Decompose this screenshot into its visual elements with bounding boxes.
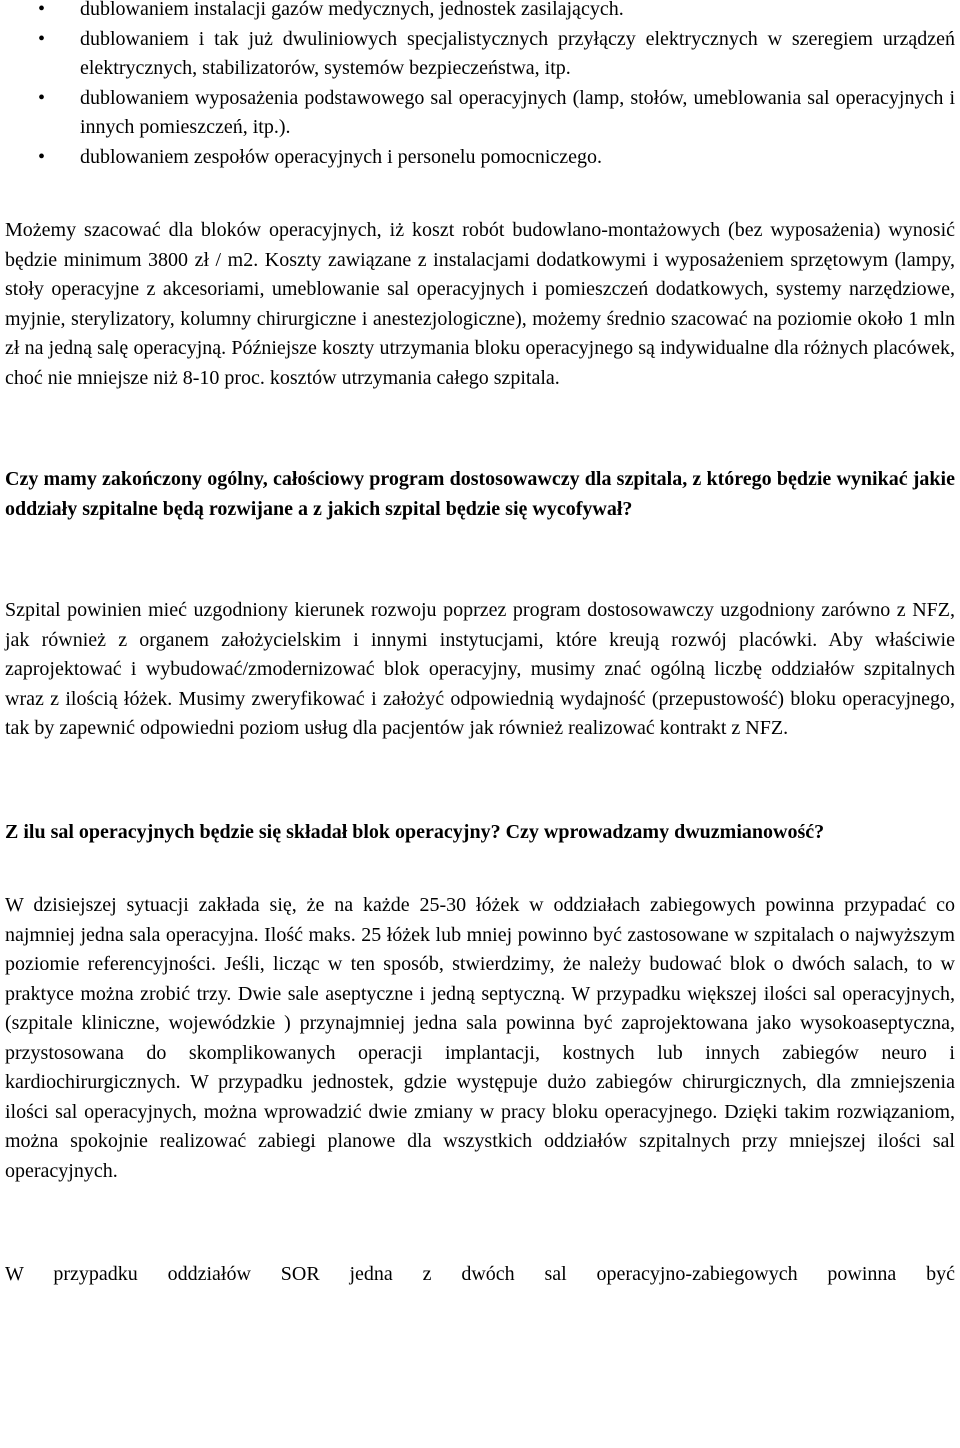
- bullet-icon: •: [38, 0, 46, 20]
- list-item-text: dublowaniem instalacji gazów medycznych, jednostek zasilających.: [80, 0, 624, 20]
- bullet-list: [5, 0, 955, 172]
- list-item: [5, 25, 955, 84]
- list-item: [5, 84, 955, 143]
- list-item: [5, 143, 955, 173]
- bullet-icon: •: [38, 145, 46, 168]
- rooms-paragraph: W dzisiejszej sytuacji zakłada się, że na każde 25-30 łóżek w oddziałach zabiegowych powinna przypadać co najmniej jedna sala operacyjna. Ilość maks. 25 łóżek lub mniej powinno być zastosowane w szpitalach o najwyższym poziomie referencyjności. Jeśli, licząc w ten sposób, stwierdzimy, że należy budować blok o dwóch salach, to w praktyce można zrobić trzy. Dwie sale aseptyczne i jedną septyczną. W przypadku większej ilości sal operacyjnych, (szpitale kliniczne, wojewódzkie ) przynajmniej jedna sala powinna być zaprojektowana jako wysokoaseptyczna, przystosowana do skomplikowanych operacji implantacji, kostnych lub innych zabiegów neuro i kardiochirurgicznych. W przypadku jednostek, gdzie występuje dużo zabiegów chirurgicznych, dla zmniejszenia ilości sal operacyjnych, można wprowadzić dwie zmiany w pracy bloku operacyjnego. Dzięki takim rozwiązaniom, można spokojnie realizować zabiegi planowe dla wszystkich oddziałów szpitalnych przy mniejszej ilości sal operacyjnych.: [5, 894, 955, 1182]
- list-item-text: dublowaniem wyposażenia podstawowego sal operacyjnych (lamp, stołów, umeblowania sal operacyjnych i innych pomieszczeń, itp.).: [80, 86, 955, 138]
- bullet-icon: •: [38, 27, 46, 50]
- costs-paragraph: Możemy szacować dla bloków operacyjnych, iż koszt robót budowlano-montażowych (bez wyposażenia) wynosić będzie minimum 3800 zł / m2. Koszty zawiązane z instalacjami dodatkowymi i wyposażeniem sprzętowym (lampy, stoły operacyjne z akcesoriami, umeblowanie sal operacyjnych i pomieszczeń dodatkowych, systemy narzędziowe, myjnie, sterylizatory, kolumny chirurgiczne i anestezjologiczne), możemy średnio szacować na poziomie około 1 mln zł na jedną salę operacyjną. Późniejsze koszty utrzymania bloku operacyjnego są indywidualne dla różnych placówek, choć nie mniejsze niż 8-10 proc. kosztów utrzymania całego szpitala.: [5, 219, 955, 389]
- bullet-icon: •: [38, 86, 46, 109]
- list-item: [5, 0, 955, 25]
- list-item-text: dublowaniem i tak już dwuliniowych specjalistycznych przyłączy elektrycznych w szeregiem urządzeń elektrycznych, stabilizatorów, systemów bezpieczeństwa, itp.: [80, 27, 955, 79]
- list-item-text: dublowaniem zespołów operacyjnych i personelu pomocniczego.: [80, 145, 603, 168]
- program-question-heading: Czy mamy zakończony ogólny, całościowy program dostosowawczy dla szpitala, z którego będzie wynikać jakie oddziały szpitalne będą rozwijane a z jakich szpital będzie się wycofywał?: [5, 468, 955, 520]
- sor-paragraph: W przypadku oddziałów SOR jedna z dwóch sal operacyjno-zabiegowych powinna być: [5, 1263, 955, 1285]
- rooms-question-heading: Z ilu sal operacyjnych będzie się składał blok operacyjny? Czy wprowadzamy dwuzmianowość?: [5, 820, 825, 843]
- document-page: [5, 0, 955, 1290]
- program-paragraph: Szpital powinien mieć uzgodniony kierunek rozwoju poprzez program dostosowawczy uzgodniony zarówno z NFZ, jak również z organem założycielskim i innymi instytucjami, które kreują rozwój placówki. Aby właściwie zaprojektować i wybudować/zmodernizować blok operacyjny, musimy znać ogólną liczbę oddziałów szpitalnych wraz z ilością łóżek. Musimy zweryfikować i założyć odpowiednią wydajność (przepustowość) bloku operacyjnego, tak by zapewnić odpowiedni poziom usług dla pacjentów jak również realizować kontrakt z NFZ.: [5, 599, 955, 739]
